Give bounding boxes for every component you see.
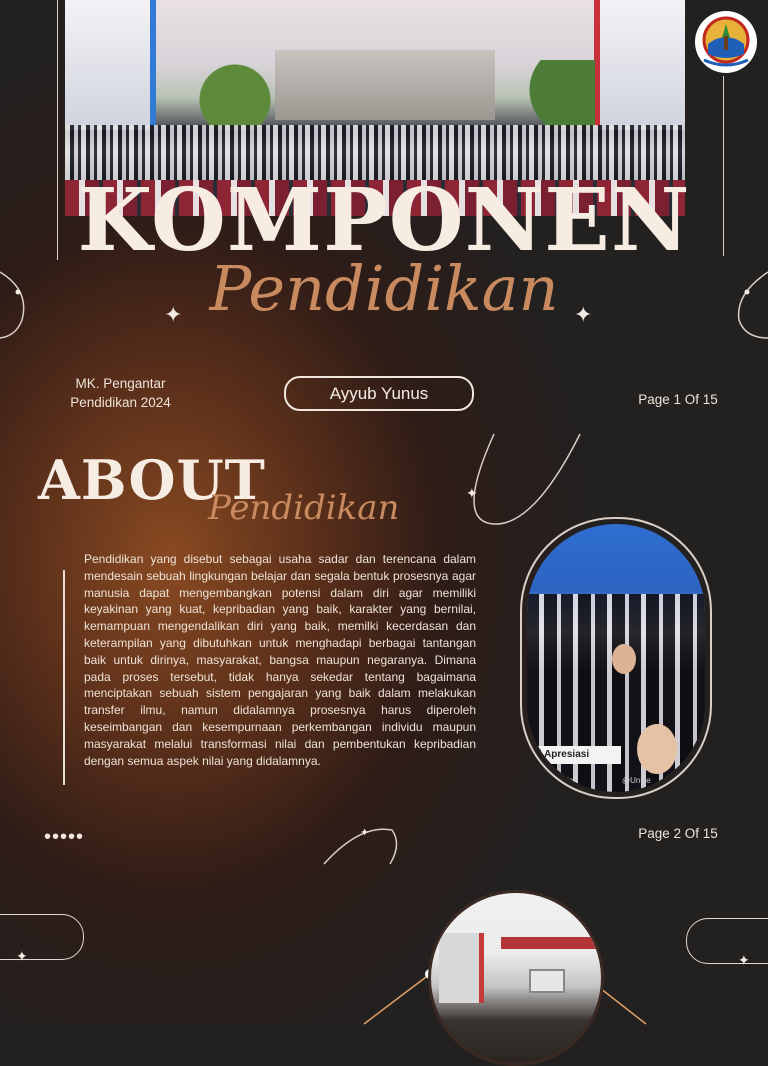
arc-bottom-decor: [320, 824, 400, 868]
page-number-1: Page 1 Of 15: [638, 392, 718, 407]
about-heading: ABOUT: [38, 448, 266, 512]
classroom-photo: [428, 890, 604, 1066]
pill-decor-right: [686, 918, 768, 964]
photo-tag: ri Apresiasi: [527, 746, 621, 764]
author-badge: Ayyub Yunus: [284, 376, 474, 411]
svg-text:✦: ✦: [466, 485, 478, 501]
photo-caption-right: @Unive: [622, 776, 651, 785]
about-paragraph: Pendidikan yang disebut sebagai usaha sadar dan terencana dalam mendesain sebuah lingkungan belajar dan segala bentuk prosesnya agar manusia dapat mengembangkan potensi dalam diri agar memiliki keyakinan yang kuat, kepribadian yang baik, karakter yang bernilai, kemampuan mengendalikan diri yang baik, memilki kecerdasan dan keterampilan yang dibutuhkan untuk menghadapi berbagai tantangan baik untuk dirinya, masyarakat, bangsa maupun negaranya. Dimana pada proses tersebut, tidak hanya sekedar tentang bagaimana menciptakan sebuah sistem pengajaran yang baik dalam melakukan transfer ilmu, namun didalamnya prosesnya harus diperoleh keseimbangan dan kesempurnaan perkembangan individu maupun masyarakat melalui transformasi nilai dan pembentukan kepribadian dengan semua aspek nilai yang didalamnya.: [84, 552, 476, 768]
university-logo: [694, 10, 758, 74]
paragraph-accent-bar: [63, 570, 65, 785]
sparkle-icon: ✦: [16, 948, 28, 964]
course-label: MK. Pengantar Pendidikan 2024: [70, 376, 171, 410]
sparkle-icon: ✦: [164, 302, 183, 327]
about-subheading: Pendidikan: [208, 488, 400, 528]
arc-about-decor: [464, 432, 584, 532]
svg-text:✦: ✦: [360, 827, 370, 839]
dots-decor: •••••: [44, 826, 85, 848]
pill-decor-left: [0, 914, 84, 960]
page-number-2: Page 2 Of 15: [638, 826, 718, 841]
sparkle-icon: ✦: [738, 952, 750, 968]
page-title: KOMPONEN: [77, 170, 691, 271]
sparkle-icon: ✦: [574, 302, 593, 327]
page-subtitle: Pendidikan: [209, 252, 559, 325]
students-photo: [527, 524, 705, 792]
photo-caption-left: fficial: [557, 776, 576, 785]
